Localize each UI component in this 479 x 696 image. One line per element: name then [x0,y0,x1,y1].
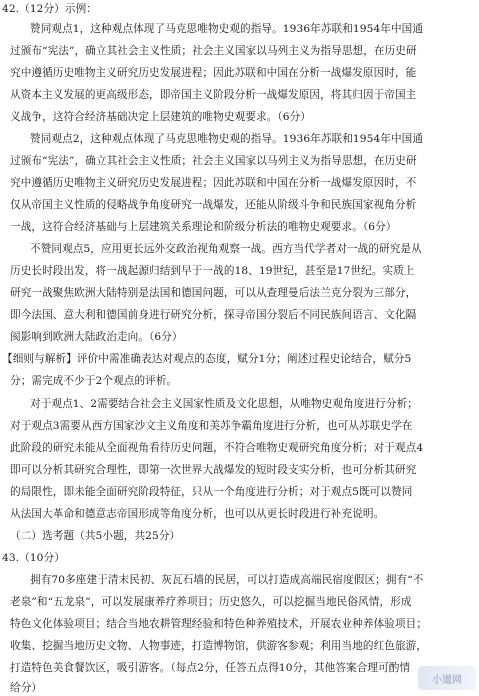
paragraph-line: 究中遵循历史唯物主义研究历史发展进程；因此苏联和中国在分析一战爆发原因时，不 [10,177,417,189]
paragraph-line: 的局限性，即未能全面研究阶段特征，只从一个角度进行分析；对于观点5既可以赞同 [10,486,413,498]
paragraph-line: 阂影响到欧洲大陆政治走向。（6分） [10,331,183,343]
paragraph-line: 赞同观点2，这种观点体现了马克思唯物史观的指导。1936年苏联和1954年中国通 [30,133,424,145]
paragraph-line: 即今法国、意大利和德国前身进行研究分析，探寻帝国分裂后不同民族间语言、文化隔 [10,309,417,321]
paragraph-line: 历史长时段出发，将一战起源归结到早于一战的18、19世纪，甚至是17世纪。实质上 [10,265,415,277]
paragraph-line: 分；需完成不少于2个观点的评析。 [10,375,178,387]
paragraph-line: 仅从帝国主义性质的侵略战争角度研究一战爆发，还能从阶级斗争和民族国家视角分析 [10,199,417,211]
paragraph-line: 对于观点3需要从西方国家沙文主义角度和美苏争霸角度进行分析，也可从苏联史学在 [10,420,413,432]
paragraph-line: 不赞同观点5，应用更长远外交政治视角观察一战。西方当代学者对一战的研究是从 [30,243,422,255]
paragraph-line: 研究一战聚焦欧洲大陆特别是法国和德国问题，可以从查理曼后法兰克分裂为三部分， [10,287,417,299]
paragraph-line: 即可以分析其研究合理性，即第一次世界大战爆发的短时段支实分析，也可分析其研究 [10,464,417,476]
section-heading: （二）选考题（共5小题，共25分） [10,530,181,542]
paragraph-line: 一战，这符合经济基础与上层建筑关系理论和阶级分析法的唯物史观要求。（6分） [10,221,397,233]
paragraph-line: 赞同观点1，这种观点体现了马克思唯物史观的指导。1936年苏联和1954年中国通 [30,23,424,35]
paragraph-line: 过颁布“宪法”，确立其社会主义性质；社会主义国家以马列主义为指导思想，在历史研 [10,155,417,167]
paragraph-line: 特色文化体验项目；结合当地农耕管理经验和特色种养殖技术，开展农业种养体验项目； [10,618,428,630]
paragraph-line: 究中遵循历史唯物主义研究历史发展进程；因此苏联和中国在分析一战爆发原因时，能 [10,67,417,79]
question-42-header: 42.（12分）示例： [2,3,97,15]
watermark-text: 小道网 [432,674,462,686]
question-43-header: 43.（10分） [2,552,65,564]
paragraph-line: 老泉”和“五龙泉”，可以发展康养疗养项目；历史悠久，可以挖掘当地民俗风情，形成 [10,596,412,608]
paragraph-line: 收集、挖掘当地历史文物、人物事迹，打造博物馆，供游客参观；利用当地的红色旅游， [10,640,428,652]
scoring-rules-line: 【细则与解析】评价中需准确表达对观点的态度，赋分1分；阐述过程史论结合，赋分5 [2,353,412,365]
paragraph-line: 从资本主义发展的更高级形态，即帝国主义阶段分析一战爆发原因，将其归因于帝国主 [10,89,417,101]
paragraph-line: 过颁布“宪法”，确立其社会主义性质；社会主义国家以马列主义为指导思想，在历史研 [10,45,417,57]
paragraph-line: 从法国大革命和德意志帝国形成等角度分析，也可以从更长时段进行补充说明。 [10,508,385,520]
paragraph-line: 义战争，这符合经济基础决定上层建筑的唯物史观要求。（6分） [10,111,311,123]
paragraph-line: 打造特色美食餐饮区，吸引游客。（每点2分，任答五点得10分，其他答案合理可酌情 [10,662,411,674]
paragraph-line: 对于观点1、2需要结合社会主义国家性质及文化思想，从唯物史观角度进行分析； [30,398,418,410]
paragraph-line: 给分） [10,682,43,694]
watermark-logo [418,666,476,690]
paragraph-line: 拥有70多座建于清末民初、灰瓦石墙的民居，可以打造成高端民宿度假区；拥有“不 [30,574,424,586]
paragraph-line: 此阶段的研究未能从全面视角看待历史问题，不符合唯物史观研究角度分析；对于观点4 [10,442,424,454]
